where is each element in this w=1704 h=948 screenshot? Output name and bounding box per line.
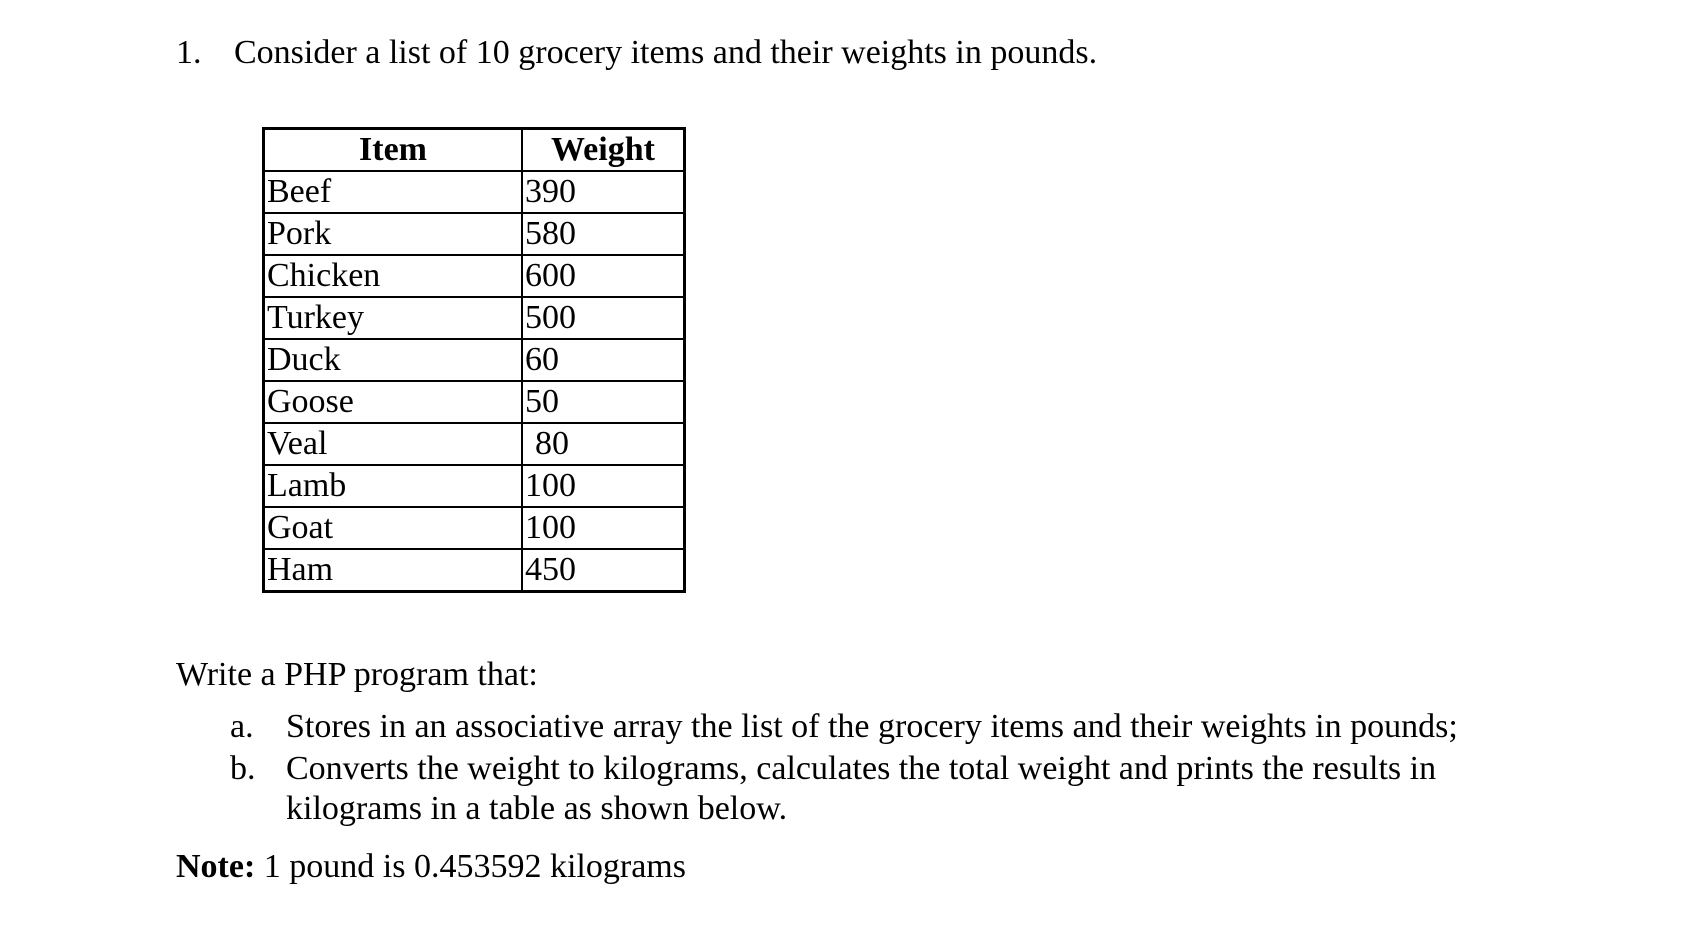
weight-cell: 80: [522, 423, 685, 465]
question-heading: [176, 30, 1097, 76]
weight-cell: 390: [522, 171, 685, 213]
item-cell: Duck: [264, 339, 523, 381]
item-cell: Ham: [264, 549, 523, 592]
table-row: [264, 255, 685, 297]
item-cell: Turkey: [264, 297, 523, 339]
weight-column-header: Weight: [522, 129, 685, 172]
table-row: [264, 171, 685, 213]
item-cell: Chicken: [264, 255, 523, 297]
question-number: 1.: [176, 34, 202, 71]
weight-cell: 450: [522, 549, 685, 592]
weight-cell: 100: [522, 465, 685, 507]
item-cell: Goose: [264, 381, 523, 423]
item-column-header: Item: [264, 129, 523, 172]
item-cell: Beef: [264, 171, 523, 213]
note-label: Note:: [176, 848, 256, 885]
weight-cell: 580: [522, 213, 685, 255]
task-a: [230, 706, 1458, 748]
note-text: 1 pound is 0.453592 kilograms: [255, 848, 686, 885]
table-row: [264, 297, 685, 339]
table-row: [264, 507, 685, 549]
question-text: Consider a list of 10 grocery items and their weights in pounds.: [234, 34, 1098, 71]
table-row: [264, 213, 685, 255]
table-row: [264, 381, 685, 423]
note: [176, 844, 686, 890]
item-cell: Lamb: [264, 465, 523, 507]
task-a-text: Stores in an associative array the list of the grocery items and their weights in pounds;: [286, 708, 1458, 745]
task-b: [230, 748, 1480, 830]
weight-cell: 50: [522, 381, 685, 423]
table-row: [264, 339, 685, 381]
task-b-marker: b.: [230, 750, 256, 787]
table-row: [264, 423, 685, 465]
task-b-line1: [230, 748, 1480, 790]
item-cell: Pork: [264, 213, 523, 255]
item-cell: Veal: [264, 423, 523, 465]
table-header-row: [264, 129, 685, 172]
task-b-text-line2: kilograms in a table as shown below.: [286, 790, 788, 827]
instructions-intro: Write a PHP program that:: [176, 656, 538, 693]
table-row: [264, 465, 685, 507]
weight-cell: 60: [522, 339, 685, 381]
weight-cell: 600: [522, 255, 685, 297]
grocery-table: [262, 127, 686, 593]
weight-cell: 100: [522, 507, 685, 549]
item-cell: Goat: [264, 507, 523, 549]
table-row: [264, 549, 685, 592]
task-a-marker: a.: [230, 708, 254, 745]
task-b-text-line1: Converts the weight to kilograms, calculates the total weight and prints the results in: [286, 750, 1437, 787]
weight-cell: 500: [522, 297, 685, 339]
